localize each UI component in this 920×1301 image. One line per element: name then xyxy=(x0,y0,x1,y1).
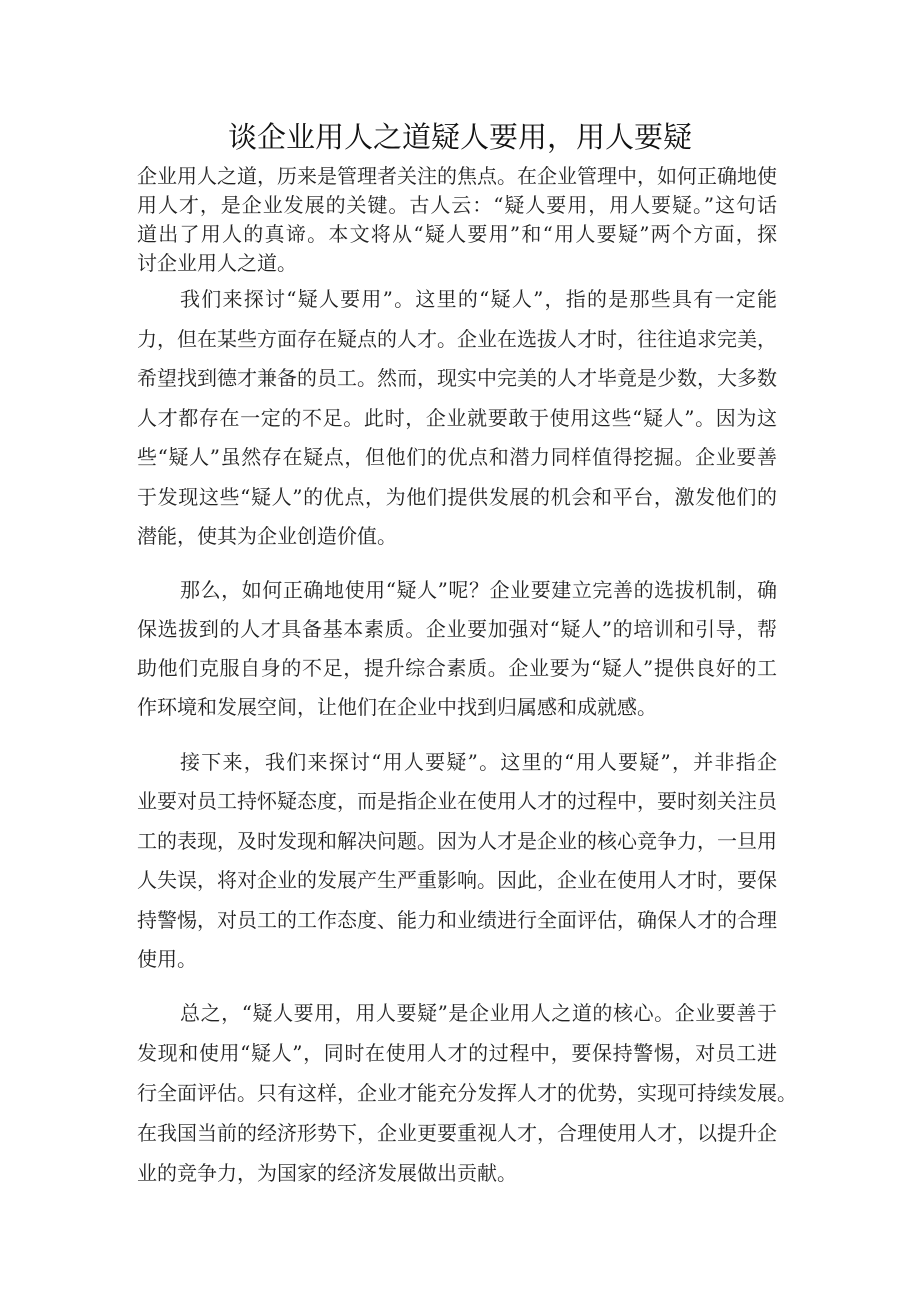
paragraph-line: 企业用人之道，历来是管理者关注的焦点。在企业管理中，如何正确地使 xyxy=(137,164,777,188)
paragraph xyxy=(137,162,777,278)
paragraph-line: 保选拔到的人才具备基本素质。企业要加强对“疑人”的培训和引导，帮 xyxy=(137,617,777,641)
paragraph-line: 人才都存在一定的不足。此时，企业就要敢于使用这些“疑人”。因为这 xyxy=(137,405,777,430)
paragraph-line: 业要对员工持怀疑态度，而是指企业在使用人才的过程中，要时刻关注员 xyxy=(137,789,777,814)
paragraph-line: 在我国当前的经济形势下，企业更要重视人才，合理使用人才，以提升企 xyxy=(137,1121,777,1145)
paragraph-line: 发现和使用“疑人”，同时在使用人才的过程中，要保持警惕，对员工进 xyxy=(137,1041,777,1065)
paragraph-line: 我们来探讨“疑人要用”。这里的“疑人”，指的是那些具有一定能 xyxy=(180,287,777,311)
paragraph xyxy=(137,280,777,557)
paragraph-line: 那么，如何正确地使用“疑人”呢？企业要建立完善的选拔机制，确 xyxy=(180,578,777,602)
paragraph-line: 助他们克服自身的不足，提升综合素质。企业要为“疑人”提供良好的工 xyxy=(137,656,777,680)
paragraph-line: 于发现这些“疑人”的优点，为他们提供发展的机会和平台，激发他们的 xyxy=(137,484,777,509)
paragraph-line: 工的表现，及时发现和解决问题。因为人才是企业的核心竞争力，一旦用 xyxy=(137,828,777,853)
document-title: 谈企业用人之道疑人要用，用人要疑 xyxy=(227,120,692,154)
paragraph xyxy=(137,743,777,979)
paragraph-line: 用人才，是企业发展的关键。古人云：“疑人要用，用人要疑。”这句话 xyxy=(137,193,777,217)
paragraph-line: 力，但在某些方面存在疑点的人才。企业在选拔人才时，往往追求完美， xyxy=(137,326,777,351)
paragraph-line: 道出了用人的真谛。本文将从“疑人要用”和“用人要疑”两个方面，探 xyxy=(137,222,777,246)
paragraph-line: 人失误，将对企业的发展产生严重影响。因此，企业在使用人才时，要保 xyxy=(137,868,777,893)
paragraph-line: 持警惕，对员工的工作态度、能力和业绩进行全面评估，确保人才的合理 xyxy=(137,907,777,932)
paragraph-line: 行全面评估。只有这样，企业才能充分发挥人才的优势，实现可持续发展。 xyxy=(137,1081,797,1105)
paragraph-line: 接下来，我们来探讨“用人要疑”。这里的“用人要疑”，并非指企 xyxy=(180,750,777,774)
paragraph-line: 些“疑人”虽然存在疑点，但他们的优点和潜力同样值得挖掘。企业要善 xyxy=(137,445,777,469)
paragraph-line: 潜能，使其为企业创造价值。 xyxy=(137,524,397,548)
paragraph xyxy=(137,993,797,1193)
paragraph-line: 总之，“疑人要用，用人要疑”是企业用人之道的核心。企业要善于 xyxy=(180,1001,777,1025)
paragraph-line: 业的竞争力，为国家的经济发展做出贡献。 xyxy=(137,1161,517,1185)
paragraph xyxy=(137,571,777,727)
paragraph-line: 使用。 xyxy=(137,947,197,972)
paragraph-line: 讨企业用人之道。 xyxy=(137,251,297,275)
paragraph-line: 作环境和发展空间，让他们在企业中找到归属感和成就感。 xyxy=(137,695,657,719)
paragraph-line: 希望找到德才兼备的员工。然而，现实中完美的人才毕竟是少数，大多数 xyxy=(137,366,777,390)
